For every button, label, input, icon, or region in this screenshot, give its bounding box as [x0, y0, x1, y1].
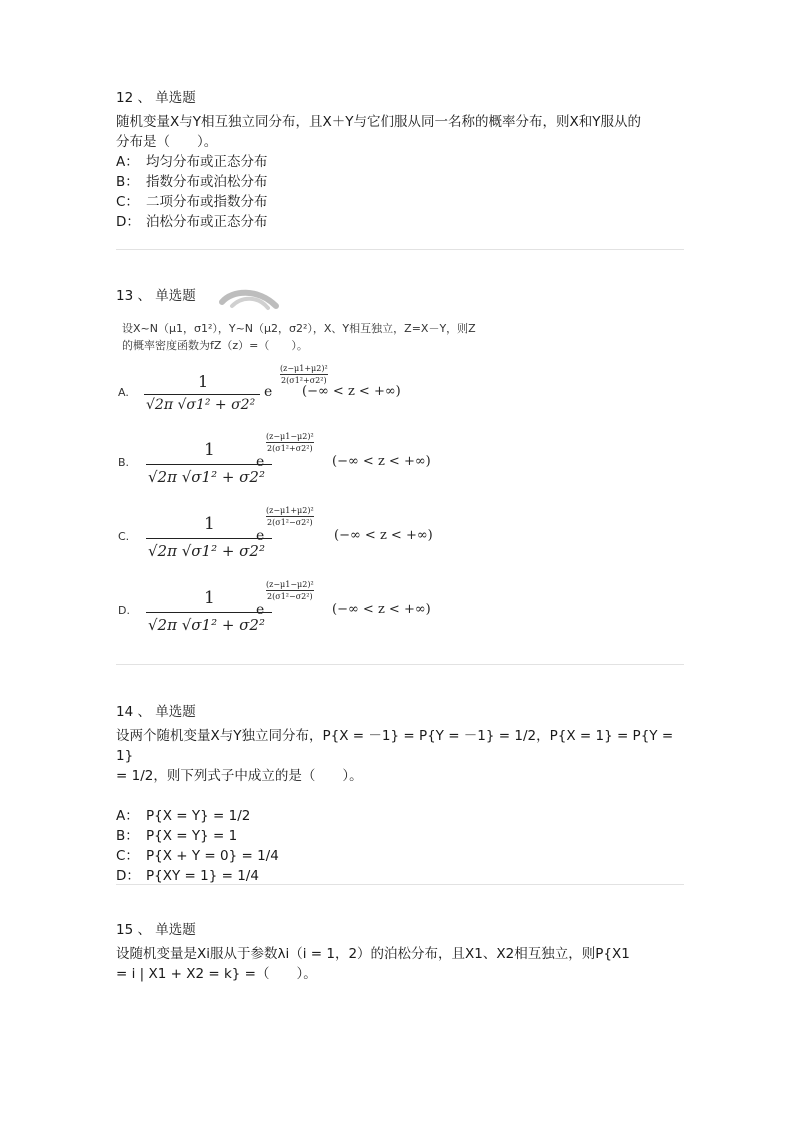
option-a[interactable]: A： P{X = Y} = 1/2	[116, 808, 251, 824]
smudge-mark-icon	[218, 288, 280, 312]
option-b[interactable]: B. 1 √2π √σ1² + σ2² e (z−μ1−μ2)² 2(σ1²+σ2²) (−∞ < z < +∞)	[116, 432, 456, 492]
option-b[interactable]: B： P{X = Y} = 1	[116, 828, 238, 844]
question-stem	[122, 320, 562, 354]
stem-line: 设X~N（μ1，σ1²），Y~N（μ2，σ2²），X、Y相互独立，Z=X－Y，则Z	[122, 322, 476, 335]
stem-line: 设两个随机变量X与Y独立同分布，P{X = －1} = P{Y = －1} = 1/2，P{X = 1} = P{Y = 1}	[116, 728, 674, 764]
question-stem	[116, 112, 686, 152]
question-13	[116, 286, 686, 306]
option-d[interactable]: D： P{XY = 1} = 1/4	[116, 868, 259, 884]
option-b[interactable]: B： 指数分布或泊松分布	[116, 174, 268, 190]
fraction: 1 √2π √σ1² + σ2²	[146, 432, 272, 494]
divider	[116, 249, 684, 250]
question-stem	[116, 726, 686, 786]
question-header: 14 、 单选题	[116, 704, 196, 720]
option-a[interactable]: A. 1 √2π √σ1² + σ2² e (z−μ1+μ2)² 2(σ1²+σ2²) (−∞ < z < +∞)	[116, 362, 416, 422]
stem-line: 随机变量X与Y相互独立同分布，且X＋Y与它们服从同一名称的概率分布，则X和Y服从的	[116, 114, 641, 130]
question-14	[116, 702, 686, 886]
question-stem	[116, 944, 686, 984]
option-d[interactable]: D： 泊松分布或正态分布	[116, 214, 268, 230]
exponent: (z−μ1−μ2)² 2(σ1²+σ2²)	[266, 432, 314, 453]
divider	[116, 664, 684, 665]
exponent: (z−μ1+μ2)² 2(σ1²+σ2²)	[280, 364, 328, 385]
question-header: 12 、 单选题	[116, 90, 196, 106]
stem-line: 设随机变量是Xi服从于参数λi（i = 1，2）的泊松分布，且X1、X2相互独立，则P{X1	[116, 946, 630, 962]
question-header: 15 、 单选题	[116, 922, 196, 938]
option-c[interactable]: C： P{X + Y = 0} = 1/4	[116, 848, 279, 864]
exponent: (z−μ1−μ2)² 2(σ1²−σ2²)	[266, 580, 314, 601]
option-c[interactable]: C： 二项分布或指数分布	[116, 194, 268, 210]
question-header: 13 、 单选题	[116, 288, 196, 304]
fraction: 1 √2π √σ1² + σ2²	[144, 362, 260, 422]
stem-line: = i | X1 + X2 = k} =（ ）。	[116, 966, 317, 982]
exponent: (z−μ1+μ2)² 2(σ1²−σ2²)	[266, 506, 314, 527]
question-12	[116, 88, 686, 232]
stem-line: 分布是（ ）。	[116, 134, 218, 150]
option-c[interactable]: C. 1 √2π √σ1² + σ2² e (z−μ1+μ2)² 2(σ1²−σ2²) (−∞ < z < +∞)	[116, 506, 456, 566]
fraction: 1 √2π √σ1² + σ2²	[146, 506, 272, 568]
option-d[interactable]: D. 1 √2π √σ1² + σ2² e (z−μ1−μ2)² 2(σ1²−σ2²) (−∞ < z < +∞)	[116, 580, 456, 640]
question-15	[116, 920, 686, 984]
divider	[116, 884, 684, 885]
stem-line: = 1/2，则下列式子中成立的是（ ）。	[116, 768, 363, 784]
option-a[interactable]: A： 均匀分布或正态分布	[116, 154, 268, 170]
fraction: 1 √2π √σ1² + σ2²	[146, 580, 272, 642]
stem-line: 的概率密度函数为fZ（z）=（ ）。	[122, 339, 308, 352]
